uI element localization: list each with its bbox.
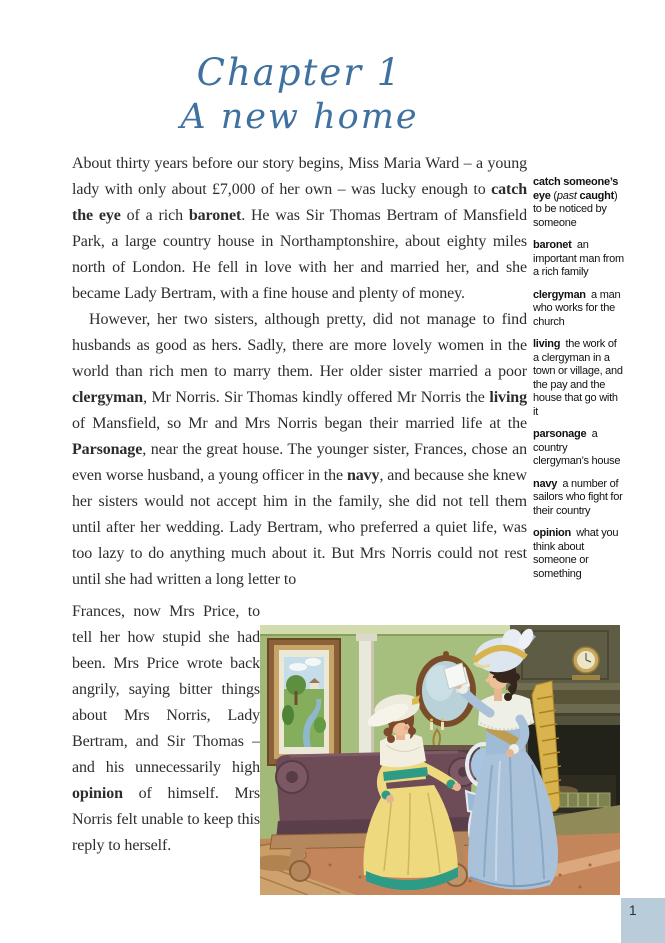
landscape-painting — [268, 639, 340, 765]
wall-pilaster — [356, 634, 377, 759]
glossary-sidebar — [533, 176, 625, 590]
story-illustration — [260, 625, 620, 895]
glossary-entry-catch-someones-eye: catch someone’s eye (past caught) to be noticed by someone — [533, 176, 623, 229]
glossary-entry-clergyman: clergyman a man who works for the church — [533, 288, 621, 328]
page-number: 1 — [629, 903, 637, 918]
glossary-entry-living: living the work of a clergyman in a town or village, and the pay and the house that go with it — [533, 338, 623, 418]
glossary-entry-navy: navy a number of sailors who fight for their country — [533, 477, 623, 517]
paragraph-sisters: However, her two sisters, although pretty, did not manage to find husbands as good as hers. Sadly, there are more lovely women in the world than rich men to marry them. Her older sister married a poor clergyman, Mr Norris. Sir Thomas kindly offered Mr Norris the living of Mansfield, so Mr and Mrs Norris began their married life at the Parsonage, near the great house. The younger sister, Frances, chose an even worse husband, a young officer in the navy, and because she knew her sisters would not accept him in the family, she did not tell them until after her wedding. Lady Bertram, who preferred a quiet life, was too lazy to do anything much about it. But Mrs Norris could not rest until she had written a long letter to — [72, 311, 527, 588]
chapter-heading — [72, 50, 527, 138]
drawing-room-scene — [260, 625, 620, 895]
glossary-entry-parsonage: parsonage a country clergyman’s house — [533, 428, 621, 467]
glossary-entry-baronet: baronet an important man from a rich family — [533, 239, 624, 278]
paragraph-intro: About thirty years before our story begins, Miss Maria Ward – a young lady with only about £7,000 of her own – was lucky enough to catch the eye of a rich baronet. He was Sir Thomas Bertram of Mansfield Park, a large country house in Northamptonshire, about eighty miles north of London. He fell in love with her and married her, and she became Lady Bertram, with a fine house and plenty of money. — [72, 155, 527, 302]
page-number-badge — [621, 898, 665, 943]
mantel-clock — [572, 647, 600, 680]
glossary-entry-opinion: opinion what you think about someone or something — [533, 527, 619, 580]
chapter-number: Chapter 1 — [196, 51, 403, 94]
paragraph-letter: Frances, now Mrs Price, to tell her how stupid she had been. Mrs Price wrote back angrily, saying bitter things about Mrs Norris, Lady Bertram, and Sir Thomas – and his unnecessarily high opinion of himself. Mrs Norris felt unable to keep this reply to herself. — [72, 603, 260, 854]
chapter-title: A new home — [180, 97, 419, 137]
